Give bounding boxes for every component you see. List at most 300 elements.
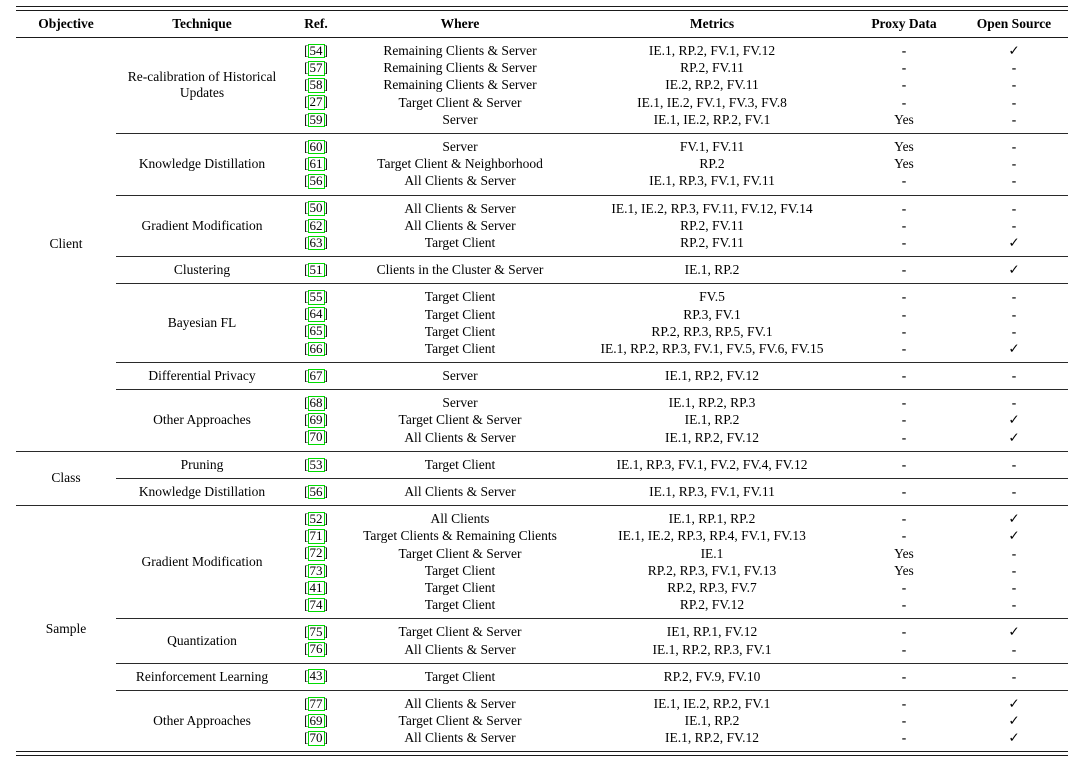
- metrics-cell: RP.2, FV.12: [679, 597, 745, 613]
- open-source-check-icon: ✓: [1008, 340, 1020, 356]
- group-rows: [288, 668, 1068, 685]
- table-bottom-rule: [16, 751, 1068, 756]
- table-row: [288, 412, 1068, 429]
- ref-number[interactable]: 77: [309, 695, 323, 711]
- ref-number[interactable]: 62: [309, 217, 323, 233]
- metrics-cell: IE.1, RP.2: [684, 412, 740, 428]
- ref-number[interactable]: 73: [309, 562, 323, 578]
- table-row: [288, 111, 1068, 128]
- proxy-data-none-dash: -: [901, 713, 907, 729]
- proxy-data-value: Yes: [894, 156, 914, 172]
- ref-open-bracket: [: [304, 323, 309, 339]
- open-source-none-dash: -: [1011, 484, 1017, 500]
- ref-open-bracket: [: [304, 712, 309, 728]
- technique-group: [116, 195, 1068, 257]
- table-row: [288, 262, 1068, 279]
- table-row: [288, 60, 1068, 77]
- table-row: [288, 511, 1068, 528]
- technique-cell: [116, 289, 288, 358]
- proxy-data-none-dash: -: [901, 597, 907, 613]
- ref-cell: [288, 642, 344, 657]
- citation-link[interactable]: [304, 236, 328, 251]
- ref-number[interactable]: 59: [309, 111, 323, 127]
- technique-group: [116, 389, 1068, 451]
- where-cell: Target Client: [424, 340, 496, 356]
- where-cell: Target Client & Server: [398, 94, 522, 110]
- ref-number[interactable]: 27: [309, 94, 323, 110]
- metrics-cell: IE.1, RP.3, FV.1, FV.11: [649, 484, 775, 500]
- ref-close-bracket: ]: [323, 217, 328, 233]
- metrics-cell: IE.1, IE.2, FV.1, FV.3, FV.8: [637, 94, 787, 110]
- ref-cell: [288, 581, 344, 596]
- ref-number[interactable]: 52: [309, 510, 323, 526]
- metrics-cell: IE.1, RP.2, FV.12: [665, 368, 759, 384]
- ref-open-bracket: [: [304, 261, 309, 277]
- ref-cell: [288, 113, 344, 128]
- where-cell: Clients in the Cluster & Server: [376, 262, 544, 278]
- ref-cell: [288, 714, 344, 729]
- proxy-data-none-dash: -: [901, 624, 907, 640]
- citation-link[interactable]: [304, 95, 328, 110]
- ref-close-bracket: ]: [323, 306, 328, 322]
- open-source-none-dash: -: [1011, 323, 1017, 339]
- open-source-none-dash: -: [1011, 306, 1017, 322]
- metrics-cell: RP.2, RP.3, FV.7: [667, 579, 757, 595]
- ref-open-bracket: [: [304, 562, 309, 578]
- technique-cell: [116, 624, 288, 658]
- technique-label: Quantization: [167, 632, 237, 648]
- where-cell: Target Client: [424, 562, 496, 578]
- where-cell: Server: [442, 395, 478, 411]
- where-cell: Remaining Clients & Server: [383, 60, 537, 76]
- table-section: [16, 451, 1068, 505]
- open-source-none-dash: -: [1011, 173, 1017, 189]
- table-header-row: [16, 11, 1068, 37]
- metrics-cell: RP.3, FV.1: [683, 306, 741, 322]
- table-row: [288, 668, 1068, 685]
- citation-link[interactable]: [304, 290, 328, 305]
- ref-close-bracket: ]: [323, 641, 328, 657]
- table-row: [288, 368, 1068, 385]
- citation-link[interactable]: [304, 581, 328, 596]
- citation-link[interactable]: [304, 642, 328, 657]
- ref-close-bracket: ]: [323, 289, 328, 305]
- ref-number[interactable]: 51: [309, 261, 323, 277]
- ref-number[interactable]: 54: [309, 42, 323, 58]
- technique-group: [116, 506, 1068, 618]
- open-source-none-dash: -: [1011, 94, 1017, 110]
- technique-cell: [116, 511, 288, 614]
- where-cell: Target Client: [424, 668, 496, 684]
- ref-cell: [288, 625, 344, 640]
- proxy-data-none-dash: -: [901, 94, 907, 110]
- ref-close-bracket: ]: [323, 261, 328, 277]
- where-cell: All Clients & Server: [404, 173, 516, 189]
- ref-number[interactable]: 66: [309, 340, 323, 356]
- ref-close-bracket: ]: [323, 412, 328, 428]
- open-source-none-dash: -: [1011, 368, 1017, 384]
- ref-number[interactable]: 74: [309, 596, 323, 612]
- metrics-cell: RP.2, RP.3, RP.5, FV.1: [651, 323, 773, 339]
- ref-number[interactable]: 61: [309, 155, 323, 171]
- ref-open-bracket: [: [304, 528, 309, 544]
- table-row: [288, 456, 1068, 473]
- citation-link[interactable]: [304, 430, 328, 445]
- table-row: [288, 528, 1068, 545]
- proxy-data-none-dash: -: [901, 340, 907, 356]
- ref-open-bracket: [: [304, 217, 309, 233]
- ref-cell: [288, 598, 344, 613]
- where-cell: Remaining Clients & Server: [383, 77, 537, 93]
- metrics-cell: IE.2, RP.2, FV.11: [665, 77, 759, 93]
- metrics-cell: IE.1, RP.2, RP.3: [668, 395, 756, 411]
- ref-cell: [288, 140, 344, 155]
- ref-cell: [288, 413, 344, 428]
- where-cell: Target Client: [424, 597, 496, 613]
- column-header-where: Where: [440, 16, 480, 31]
- proxy-data-none-dash: -: [901, 217, 907, 233]
- table-row: [288, 200, 1068, 217]
- technique-cell: [116, 695, 288, 747]
- proxy-data-none-dash: -: [901, 323, 907, 339]
- ref-open-bracket: [: [304, 429, 309, 445]
- table-row: [288, 641, 1068, 658]
- citation-link[interactable]: [304, 458, 328, 473]
- table-row: [288, 545, 1068, 562]
- metrics-cell: IE.1, RP.1, RP.2: [668, 511, 756, 527]
- open-source-none-dash: -: [1011, 156, 1017, 172]
- ref-close-bracket: ]: [323, 395, 328, 411]
- ref-number[interactable]: 53: [309, 456, 323, 472]
- ref-close-bracket: ]: [323, 429, 328, 445]
- technique-group: [116, 690, 1068, 752]
- ref-number[interactable]: 56: [309, 483, 323, 499]
- ref-open-bracket: [: [304, 111, 309, 127]
- proxy-data-none-dash: -: [901, 528, 907, 544]
- where-cell: Target Client: [424, 234, 496, 250]
- ref-close-bracket: ]: [323, 323, 328, 339]
- proxy-data-none-dash: -: [901, 77, 907, 93]
- where-cell: Target Client & Neighborhood: [377, 156, 543, 172]
- where-cell: Target Client: [424, 323, 496, 339]
- group-rows: [288, 138, 1068, 190]
- open-source-check-icon: ✓: [1008, 624, 1020, 640]
- citation-link[interactable]: [304, 669, 328, 684]
- ref-cell: [288, 324, 344, 339]
- table-row: [288, 624, 1068, 641]
- citation-link[interactable]: [304, 396, 328, 411]
- ref-number[interactable]: 55: [309, 289, 323, 305]
- column-header-metrics: Metrics: [689, 16, 735, 31]
- ref-cell: [288, 458, 344, 473]
- proxy-data-none-dash: -: [901, 200, 907, 216]
- technique-groups: [116, 506, 1068, 751]
- ref-open-bracket: [: [304, 77, 309, 93]
- ref-open-bracket: [: [304, 234, 309, 250]
- ref-close-bracket: ]: [323, 111, 328, 127]
- technique-cell: [116, 668, 288, 685]
- technique-label: Knowledge Distillation: [138, 156, 266, 172]
- ref-close-bracket: ]: [323, 562, 328, 578]
- proxy-data-none-dash: -: [901, 695, 907, 711]
- table-row: [288, 713, 1068, 730]
- table-row: [288, 173, 1068, 190]
- citation-link[interactable]: [304, 413, 328, 428]
- ref-cell: [288, 44, 344, 59]
- table-body: [16, 38, 1068, 751]
- metrics-cell: IE1, RP.1, FV.12: [666, 624, 758, 640]
- table-row: [288, 156, 1068, 173]
- technique-label: Clustering: [173, 262, 231, 278]
- citation-link[interactable]: [304, 78, 328, 93]
- ref-number[interactable]: 76: [309, 641, 323, 657]
- citation-link[interactable]: [304, 625, 328, 640]
- metrics-cell: FV.5: [699, 289, 725, 305]
- open-source-none-dash: -: [1011, 217, 1017, 233]
- group-rows: [288, 289, 1068, 358]
- proxy-data-value: Yes: [894, 139, 914, 155]
- citation-link[interactable]: [304, 307, 328, 322]
- open-source-check-icon: ✓: [1008, 412, 1020, 428]
- table-section: [16, 505, 1068, 751]
- citation-link[interactable]: [304, 324, 328, 339]
- objective-label: Sample: [45, 620, 87, 636]
- ref-close-bracket: ]: [323, 155, 328, 171]
- ref-number[interactable]: 43: [309, 668, 323, 684]
- open-source-none-dash: -: [1011, 111, 1017, 127]
- table-row: [288, 306, 1068, 323]
- ref-number[interactable]: 70: [309, 730, 323, 746]
- open-source-check-icon: ✓: [1008, 730, 1020, 746]
- proxy-data-none-dash: -: [901, 641, 907, 657]
- ref-number[interactable]: 69: [309, 412, 323, 428]
- table-row: [288, 77, 1068, 94]
- metrics-cell: IE.1: [700, 545, 724, 561]
- metrics-cell: RP.2, FV.11: [680, 60, 744, 76]
- table-row: [288, 483, 1068, 500]
- proxy-data-value: Yes: [894, 111, 914, 127]
- ref-number[interactable]: 75: [309, 624, 323, 640]
- technique-group: [116, 362, 1068, 389]
- column-header-objective: Objective: [38, 16, 94, 31]
- open-source-none-dash: -: [1011, 545, 1017, 561]
- ref-number[interactable]: 67: [309, 367, 323, 383]
- proxy-data-none-dash: -: [901, 60, 907, 76]
- where-cell: All Clients & Server: [404, 695, 516, 711]
- where-cell: All Clients & Server: [404, 200, 516, 216]
- technique-cell: [116, 368, 288, 385]
- ref-number[interactable]: 65: [309, 323, 323, 339]
- ref-open-bracket: [: [304, 138, 309, 154]
- ref-cell: [288, 512, 344, 527]
- metrics-cell: IE.1, RP.2, RP.3, FV.1: [652, 641, 772, 657]
- ref-close-bracket: ]: [323, 579, 328, 595]
- open-source-none-dash: -: [1011, 77, 1017, 93]
- metrics-cell: FV.1, FV.11: [679, 139, 745, 155]
- open-source-check-icon: ✓: [1008, 511, 1020, 527]
- ref-number[interactable]: 41: [309, 579, 323, 595]
- group-rows: [288, 511, 1068, 614]
- metrics-cell: IE.1, RP.3, FV.1, FV.11: [649, 173, 775, 189]
- ref-close-bracket: ]: [323, 138, 328, 154]
- citation-link[interactable]: [304, 731, 328, 746]
- ref-close-bracket: ]: [323, 624, 328, 640]
- where-cell: All Clients & Server: [404, 641, 516, 657]
- proxy-data-none-dash: -: [901, 668, 907, 684]
- metrics-cell: IE.1, RP.2, FV.12: [665, 429, 759, 445]
- ref-number[interactable]: 69: [309, 712, 323, 728]
- proxy-data-none-dash: -: [901, 511, 907, 527]
- ref-cell: [288, 485, 344, 500]
- open-source-check-icon: ✓: [1008, 262, 1020, 278]
- where-cell: Target Client & Server: [398, 545, 522, 561]
- ref-cell: [288, 263, 344, 278]
- citation-link[interactable]: [304, 369, 328, 384]
- citation-link[interactable]: [304, 174, 328, 189]
- where-cell: All Clients & Server: [404, 730, 516, 746]
- proxy-data-none-dash: -: [901, 429, 907, 445]
- technique-group: [116, 133, 1068, 195]
- ref-close-bracket: ]: [323, 42, 328, 58]
- ref-open-bracket: [: [304, 695, 309, 711]
- ref-number[interactable]: 50: [309, 200, 323, 216]
- open-source-none-dash: -: [1011, 597, 1017, 613]
- metrics-cell: IE.1, RP.2: [684, 713, 740, 729]
- metrics-cell: IE.1, RP.3, FV.1, FV.2, FV.4, FV.12: [616, 456, 808, 472]
- table-row: [288, 429, 1068, 446]
- technique-group: [116, 618, 1068, 662]
- citation-link[interactable]: [304, 219, 328, 234]
- table-row: [288, 597, 1068, 614]
- metrics-cell: RP.2, FV.11: [680, 234, 744, 250]
- proxy-data-none-dash: -: [901, 484, 907, 500]
- technique-group: [116, 38, 1068, 133]
- technique-cell: [116, 456, 288, 473]
- table-row: [288, 730, 1068, 747]
- ref-number[interactable]: 68: [309, 395, 323, 411]
- ref-cell: [288, 430, 344, 445]
- column-header-proxy-data: Proxy Data: [871, 16, 937, 31]
- where-cell: Server: [442, 368, 478, 384]
- ref-number[interactable]: 60: [309, 138, 323, 154]
- ref-close-bracket: ]: [323, 483, 328, 499]
- where-cell: Target Client: [424, 306, 496, 322]
- group-rows: [288, 624, 1068, 658]
- technique-groups: [116, 38, 1068, 451]
- ref-close-bracket: ]: [323, 94, 328, 110]
- proxy-data-value: Yes: [894, 545, 914, 561]
- proxy-data-none-dash: -: [901, 412, 907, 428]
- ref-open-bracket: [: [304, 155, 309, 171]
- open-source-check-icon: ✓: [1008, 429, 1020, 445]
- ref-close-bracket: ]: [323, 545, 328, 561]
- citation-link[interactable]: [304, 342, 328, 357]
- where-cell: All Clients & Server: [404, 429, 516, 445]
- ref-close-bracket: ]: [323, 367, 328, 383]
- technique-groups: [116, 452, 1068, 505]
- where-cell: Server: [442, 139, 478, 155]
- ref-cell: [288, 95, 344, 110]
- table-row: [288, 395, 1068, 412]
- table-row: [288, 234, 1068, 251]
- proxy-data-none-dash: -: [901, 43, 907, 59]
- citation-link[interactable]: [304, 263, 328, 278]
- ref-cell: [288, 236, 344, 251]
- ref-number[interactable]: 63: [309, 234, 323, 250]
- ref-cell: [288, 369, 344, 384]
- ref-open-bracket: [: [304, 42, 309, 58]
- citation-link[interactable]: [304, 529, 328, 544]
- table-row: [288, 217, 1068, 234]
- ref-number[interactable]: 70: [309, 429, 323, 445]
- citation-link[interactable]: [304, 113, 328, 128]
- ref-open-bracket: [: [304, 367, 309, 383]
- ref-number[interactable]: 58: [309, 77, 323, 93]
- ref-close-bracket: ]: [323, 528, 328, 544]
- ref-cell: [288, 731, 344, 746]
- ref-number[interactable]: 57: [309, 60, 323, 76]
- proxy-data-value: Yes: [894, 562, 914, 578]
- ref-number[interactable]: 72: [309, 545, 323, 561]
- where-cell: Target Client: [424, 456, 496, 472]
- open-source-none-dash: -: [1011, 562, 1017, 578]
- ref-open-bracket: [: [304, 60, 309, 76]
- ref-open-bracket: [: [304, 289, 309, 305]
- technique-group: [116, 478, 1068, 505]
- citation-link[interactable]: [304, 485, 328, 500]
- ref-number[interactable]: 64: [309, 306, 323, 322]
- citation-link[interactable]: [304, 714, 328, 729]
- ref-open-bracket: [: [304, 94, 309, 110]
- ref-cell: [288, 307, 344, 322]
- metrics-cell: RP.2, RP.3, FV.1, FV.13: [647, 562, 777, 578]
- metrics-cell: IE.1, IE.2, RP.3, FV.11, FV.12, FV.14: [611, 200, 813, 216]
- technique-label: Other Approaches: [153, 713, 251, 729]
- citation-link[interactable]: [304, 697, 328, 712]
- column-header-technique: Technique: [172, 16, 232, 31]
- open-source-check-icon: ✓: [1008, 713, 1020, 729]
- ref-close-bracket: ]: [323, 340, 328, 356]
- group-rows: [288, 262, 1068, 279]
- open-source-check-icon: ✓: [1008, 234, 1020, 250]
- ref-close-bracket: ]: [323, 668, 328, 684]
- table-row: [288, 138, 1068, 155]
- technique-group: [116, 283, 1068, 362]
- ref-number[interactable]: 56: [309, 173, 323, 189]
- citation-link[interactable]: [304, 546, 328, 561]
- proxy-data-none-dash: -: [901, 368, 907, 384]
- ref-open-bracket: [: [304, 306, 309, 322]
- citation-link[interactable]: [304, 201, 328, 216]
- ref-cell: [288, 219, 344, 234]
- ref-cell: [288, 396, 344, 411]
- group-rows: [288, 43, 1068, 129]
- ref-number[interactable]: 71: [309, 528, 323, 544]
- ref-cell: [288, 78, 344, 93]
- citation-link[interactable]: [304, 61, 328, 76]
- table-row: [288, 340, 1068, 357]
- citation-link[interactable]: [304, 598, 328, 613]
- ref-open-bracket: [: [304, 545, 309, 561]
- citation-link[interactable]: [304, 44, 328, 59]
- citation-link[interactable]: [304, 512, 328, 527]
- ref-cell: [288, 342, 344, 357]
- citation-link[interactable]: [304, 564, 328, 579]
- citation-link[interactable]: [304, 140, 328, 155]
- table-row: [288, 562, 1068, 579]
- open-source-none-dash: -: [1011, 60, 1017, 76]
- citation-link[interactable]: [304, 157, 328, 172]
